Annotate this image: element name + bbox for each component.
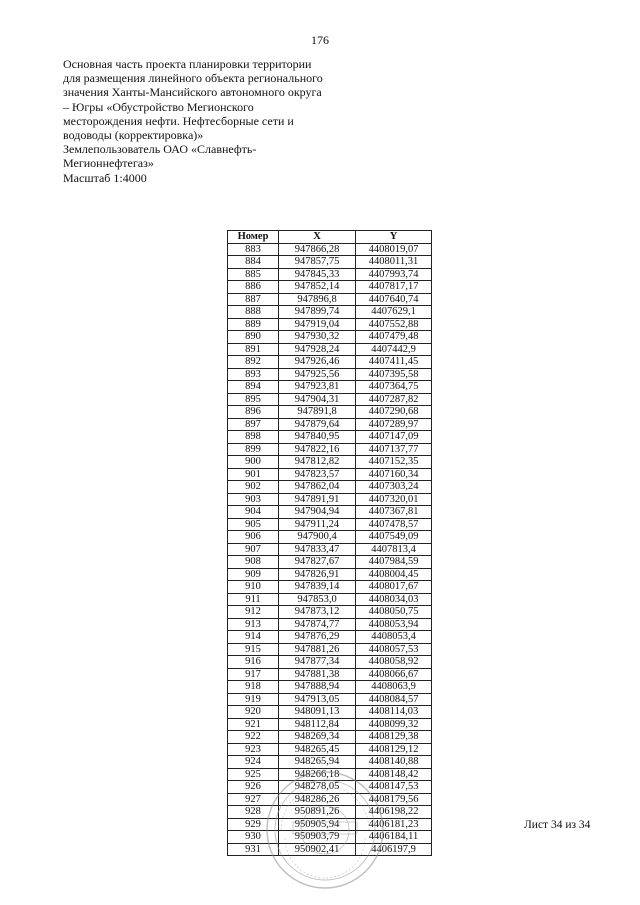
x-coordinate-cell: 948265,94 xyxy=(279,756,356,769)
y-coordinate-cell: 4408053,4 xyxy=(356,631,432,644)
y-coordinate-cell: 4408011,31 xyxy=(356,256,432,269)
point-number-cell: 902 xyxy=(228,481,279,494)
y-coordinate-cell: 4407147,09 xyxy=(356,431,432,444)
point-number-cell: 905 xyxy=(228,518,279,531)
table-row xyxy=(228,593,432,606)
point-number-cell: 915 xyxy=(228,643,279,656)
point-number-cell: 904 xyxy=(228,506,279,519)
x-coordinate-cell: 947896,8 xyxy=(279,293,356,306)
y-coordinate-cell: 4407813,4 xyxy=(356,543,432,556)
table-row xyxy=(228,681,432,694)
table-row xyxy=(228,543,432,556)
header-line: месторождения нефти. Нефтесборные сети и xyxy=(63,113,294,128)
x-coordinate-cell: 947877,34 xyxy=(279,656,356,669)
table-row xyxy=(228,418,432,431)
point-number-cell: 919 xyxy=(228,693,279,706)
table-row xyxy=(228,243,432,256)
table-row xyxy=(228,281,432,294)
point-number-cell: 900 xyxy=(228,456,279,469)
y-coordinate-cell: 4408147,53 xyxy=(356,781,432,794)
x-coordinate-cell: 948112,84 xyxy=(279,718,356,731)
header-line: Мегионнефтегаз» xyxy=(63,156,154,171)
x-coordinate-cell: 947879,64 xyxy=(279,418,356,431)
y-coordinate-cell: 4408057,53 xyxy=(356,643,432,656)
point-number-cell: 888 xyxy=(228,306,279,319)
point-number-cell: 927 xyxy=(228,793,279,806)
table-row xyxy=(228,718,432,731)
point-number-cell: 908 xyxy=(228,556,279,569)
y-coordinate-cell: 4407320,01 xyxy=(356,493,432,506)
x-coordinate-cell: 947840,95 xyxy=(279,431,356,444)
table-row xyxy=(228,343,432,356)
point-number-cell: 913 xyxy=(228,618,279,631)
y-coordinate-cell: 4408017,67 xyxy=(356,581,432,594)
table-row xyxy=(228,268,432,281)
x-coordinate-cell: 948286,26 xyxy=(279,793,356,806)
x-coordinate-cell: 947881,38 xyxy=(279,668,356,681)
header-line: водоводы (корректировка)» xyxy=(63,128,204,143)
point-number-cell: 925 xyxy=(228,768,279,781)
point-number-cell: 910 xyxy=(228,581,279,594)
x-coordinate-cell: 947904,31 xyxy=(279,393,356,406)
x-coordinate-cell: 947923,81 xyxy=(279,381,356,394)
table-header-row xyxy=(228,231,432,244)
y-coordinate-cell: 4407289,97 xyxy=(356,418,432,431)
point-number-cell: 911 xyxy=(228,593,279,606)
x-coordinate-cell: 947833,47 xyxy=(279,543,356,556)
table-row xyxy=(228,443,432,456)
point-number-cell: 928 xyxy=(228,806,279,819)
point-number-cell: 922 xyxy=(228,731,279,744)
y-coordinate-cell: 4407817,17 xyxy=(356,281,432,294)
table-row xyxy=(228,618,432,631)
y-coordinate-cell: 4407303,24 xyxy=(356,481,432,494)
point-number-cell: 889 xyxy=(228,318,279,331)
x-coordinate-cell: 947822,16 xyxy=(279,443,356,456)
x-coordinate-cell: 947853,0 xyxy=(279,593,356,606)
table-row xyxy=(228,656,432,669)
table-row xyxy=(228,668,432,681)
table-row xyxy=(228,468,432,481)
point-number-cell: 894 xyxy=(228,381,279,394)
y-coordinate-cell: 4407984,59 xyxy=(356,556,432,569)
point-number-cell: 926 xyxy=(228,781,279,794)
point-number-cell: 931 xyxy=(228,843,279,856)
point-number-cell: 929 xyxy=(228,818,279,831)
y-coordinate-cell: 4408050,75 xyxy=(356,606,432,619)
x-coordinate-cell: 947926,46 xyxy=(279,356,356,369)
x-coordinate-cell: 947873,12 xyxy=(279,606,356,619)
y-coordinate-cell: 4407629,1 xyxy=(356,306,432,319)
table-row xyxy=(228,393,432,406)
table-row xyxy=(228,581,432,594)
x-coordinate-cell: 947919,04 xyxy=(279,318,356,331)
point-number-cell: 912 xyxy=(228,606,279,619)
point-number-cell: 898 xyxy=(228,431,279,444)
point-number-cell: 893 xyxy=(228,368,279,381)
x-coordinate-cell: 947852,14 xyxy=(279,281,356,294)
table-row xyxy=(228,731,432,744)
y-coordinate-cell: 4406197,9 xyxy=(356,843,432,856)
y-coordinate-cell: 4408129,38 xyxy=(356,731,432,744)
x-coordinate-cell: 947812,82 xyxy=(279,456,356,469)
point-number-cell: 921 xyxy=(228,718,279,731)
table-row xyxy=(228,531,432,544)
y-coordinate-cell: 4408058,92 xyxy=(356,656,432,669)
table-row xyxy=(228,568,432,581)
table-row xyxy=(228,293,432,306)
x-coordinate-cell: 950891,26 xyxy=(279,806,356,819)
column-header-number: Номер xyxy=(228,231,279,244)
x-coordinate-cell: 948266,18 xyxy=(279,768,356,781)
table-row xyxy=(228,456,432,469)
x-coordinate-cell: 947866,28 xyxy=(279,243,356,256)
y-coordinate-cell: 4407640,74 xyxy=(356,293,432,306)
header-line: – Югры «Обустройство Мегионского xyxy=(63,99,254,114)
y-coordinate-cell: 4408004,45 xyxy=(356,568,432,581)
x-coordinate-cell: 947888,94 xyxy=(279,681,356,694)
point-number-cell: 896 xyxy=(228,406,279,419)
x-coordinate-cell: 947928,24 xyxy=(279,343,356,356)
x-coordinate-cell: 947900,4 xyxy=(279,531,356,544)
x-coordinate-cell: 947845,33 xyxy=(279,268,356,281)
table-row xyxy=(228,431,432,444)
x-coordinate-cell: 947874,77 xyxy=(279,618,356,631)
point-number-cell: 909 xyxy=(228,568,279,581)
y-coordinate-cell: 4407287,82 xyxy=(356,393,432,406)
x-coordinate-cell: 948091,13 xyxy=(279,706,356,719)
point-number-cell: 930 xyxy=(228,831,279,844)
x-coordinate-cell: 950903,79 xyxy=(279,831,356,844)
point-number-cell: 918 xyxy=(228,681,279,694)
table-row xyxy=(228,306,432,319)
table-row xyxy=(228,518,432,531)
point-number-cell: 899 xyxy=(228,443,279,456)
point-number-cell: 897 xyxy=(228,418,279,431)
x-coordinate-cell: 947891,8 xyxy=(279,406,356,419)
y-coordinate-cell: 4408063,9 xyxy=(356,681,432,694)
point-number-cell: 883 xyxy=(228,243,279,256)
point-number-cell: 895 xyxy=(228,393,279,406)
coordinates-table xyxy=(227,230,432,856)
point-number-cell: 917 xyxy=(228,668,279,681)
y-coordinate-cell: 4408179,56 xyxy=(356,793,432,806)
point-number-cell: 892 xyxy=(228,356,279,369)
header-line: Основная часть проекта планировки территории xyxy=(63,57,312,71)
table-row xyxy=(228,493,432,506)
x-coordinate-cell: 948265,45 xyxy=(279,743,356,756)
point-number-cell: 924 xyxy=(228,756,279,769)
y-coordinate-cell: 4408129,12 xyxy=(356,743,432,756)
x-coordinate-cell: 947881,26 xyxy=(279,643,356,656)
point-number-cell: 906 xyxy=(228,531,279,544)
point-number-cell: 914 xyxy=(228,631,279,644)
y-coordinate-cell: 4407160,34 xyxy=(356,468,432,481)
x-coordinate-cell: 947857,75 xyxy=(279,256,356,269)
sheet-number: Лист 34 из 34 xyxy=(524,819,591,831)
y-coordinate-cell: 4408084,57 xyxy=(356,693,432,706)
x-coordinate-cell: 947925,56 xyxy=(279,368,356,381)
point-number-cell: 903 xyxy=(228,493,279,506)
header-line: Масштаб 1:4000 xyxy=(63,170,147,185)
y-coordinate-cell: 4406181,23 xyxy=(356,818,432,831)
x-coordinate-cell: 947904,94 xyxy=(279,506,356,519)
y-coordinate-cell: 4408114,03 xyxy=(356,706,432,719)
y-coordinate-cell: 4407411,45 xyxy=(356,356,432,369)
point-number-cell: 891 xyxy=(228,343,279,356)
y-coordinate-cell: 4408066,67 xyxy=(356,668,432,681)
point-number-cell: 923 xyxy=(228,743,279,756)
y-coordinate-cell: 4407290,68 xyxy=(356,406,432,419)
y-coordinate-cell: 4408034,03 xyxy=(356,593,432,606)
x-coordinate-cell: 948269,34 xyxy=(279,731,356,744)
y-coordinate-cell: 4407137,77 xyxy=(356,443,432,456)
y-coordinate-cell: 4407478,57 xyxy=(356,518,432,531)
x-coordinate-cell: 947876,29 xyxy=(279,631,356,644)
y-coordinate-cell: 4407552,88 xyxy=(356,318,432,331)
table-row xyxy=(228,481,432,494)
y-coordinate-cell: 4406198,22 xyxy=(356,806,432,819)
point-number-cell: 886 xyxy=(228,281,279,294)
y-coordinate-cell: 4407442,9 xyxy=(356,343,432,356)
table-row xyxy=(228,331,432,344)
x-coordinate-cell: 947930,32 xyxy=(279,331,356,344)
x-coordinate-cell: 947911,24 xyxy=(279,518,356,531)
x-coordinate-cell: 948278,05 xyxy=(279,781,356,794)
x-coordinate-cell: 947839,14 xyxy=(279,581,356,594)
x-coordinate-cell: 947899,74 xyxy=(279,306,356,319)
y-coordinate-cell: 4408099,32 xyxy=(356,718,432,731)
point-number-cell: 885 xyxy=(228,268,279,281)
header-line: для размещения линейного объекта регионального xyxy=(63,71,323,86)
point-number-cell: 890 xyxy=(228,331,279,344)
x-coordinate-cell: 947891,91 xyxy=(279,493,356,506)
y-coordinate-cell: 4407367,81 xyxy=(356,506,432,519)
point-number-cell: 901 xyxy=(228,468,279,481)
x-coordinate-cell: 947862,04 xyxy=(279,481,356,494)
y-coordinate-cell: 4407364,75 xyxy=(356,381,432,394)
y-coordinate-cell: 4407993,74 xyxy=(356,268,432,281)
y-coordinate-cell: 4407152,35 xyxy=(356,456,432,469)
table-row xyxy=(228,256,432,269)
y-coordinate-cell: 4407395,58 xyxy=(356,368,432,381)
table-row xyxy=(228,743,432,756)
y-coordinate-cell: 4407549,09 xyxy=(356,531,432,544)
header-line: Землепользователь ОАО «Славнефть- xyxy=(63,142,257,157)
table-row xyxy=(228,556,432,569)
table-row xyxy=(228,706,432,719)
y-coordinate-cell: 4406184,11 xyxy=(356,831,432,844)
table-row xyxy=(228,381,432,394)
y-coordinate-cell: 4408019,07 xyxy=(356,243,432,256)
point-number-cell: 920 xyxy=(228,706,279,719)
x-coordinate-cell: 947826,91 xyxy=(279,568,356,581)
table-row xyxy=(228,756,432,769)
column-header-x: X xyxy=(279,231,356,244)
point-number-cell: 907 xyxy=(228,543,279,556)
page-number: 176 xyxy=(311,33,329,47)
point-number-cell: 916 xyxy=(228,656,279,669)
table-row xyxy=(228,506,432,519)
x-coordinate-cell: 947913,05 xyxy=(279,693,356,706)
table-row xyxy=(228,368,432,381)
table-row xyxy=(228,356,432,369)
table-row xyxy=(228,606,432,619)
y-coordinate-cell: 4408148,42 xyxy=(356,768,432,781)
x-coordinate-cell: 950905,94 xyxy=(279,818,356,831)
y-coordinate-cell: 4408140,88 xyxy=(356,756,432,769)
x-coordinate-cell: 950902,41 xyxy=(279,843,356,856)
column-header-y: Y xyxy=(356,231,432,244)
table-row xyxy=(228,318,432,331)
header-line: значения Ханты-Мансийского автономного округа xyxy=(63,85,322,100)
point-number-cell: 887 xyxy=(228,293,279,306)
x-coordinate-cell: 947823,57 xyxy=(279,468,356,481)
x-coordinate-cell: 947827,67 xyxy=(279,556,356,569)
y-coordinate-cell: 4407479,48 xyxy=(356,331,432,344)
seal-stamp xyxy=(263,768,387,892)
table-row xyxy=(228,406,432,419)
table-row xyxy=(228,643,432,656)
document-header xyxy=(63,57,323,185)
table-row xyxy=(228,693,432,706)
point-number-cell: 884 xyxy=(228,256,279,269)
y-coordinate-cell: 4408053,94 xyxy=(356,618,432,631)
table-row xyxy=(228,631,432,644)
